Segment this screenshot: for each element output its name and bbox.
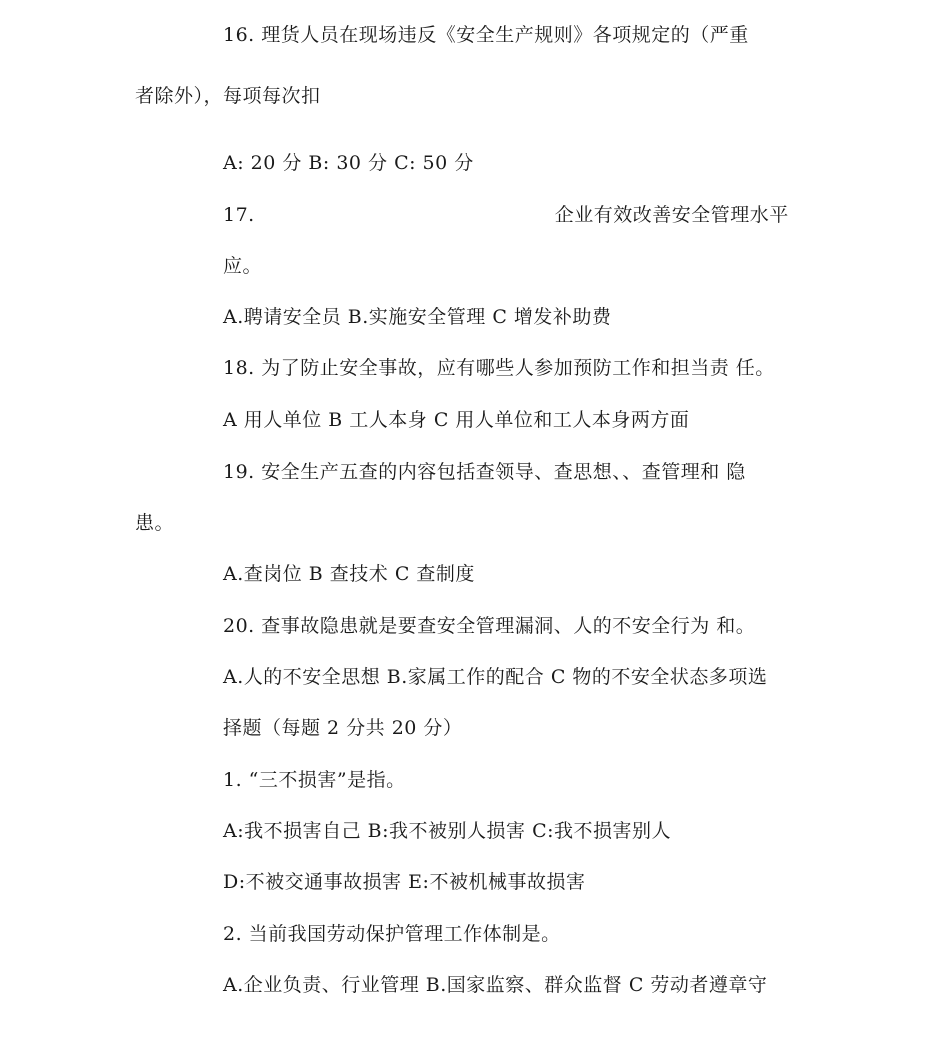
q17-num-label: 17. — [223, 204, 255, 226]
mq1-options-2: D:不被交通事故损害 E:不被机械事故损害 — [223, 871, 586, 893]
q19-options: A.查岗位 B 查技术 C 查制度 — [223, 563, 475, 585]
q17-text-cont: 应。 — [223, 255, 263, 277]
q20-options: A.人的不安全思想 B.家属工作的配合 C 物的不安全状态多项选 — [223, 666, 768, 688]
q19-text: 19. 安全生产五查的内容包括查领导、查思想、、查管理和 隐 — [223, 461, 746, 483]
section-heading-multi-choice: 择题（每题 2 分共 20 分） — [223, 717, 463, 739]
q16-options: A: 20 分 B: 30 分 C: 50 分 — [223, 152, 474, 174]
q20-text: 20. 查事故隐患就是要查安全管理漏洞、人的不安全行为 和。 — [223, 615, 756, 637]
q16-text-cont: 者除外），每项每次扣 — [135, 85, 321, 107]
q17-text: 企业有效改善安全管理水平 — [554, 204, 789, 226]
q19-text-cont: 患。 — [135, 512, 175, 534]
q17-options: A.聘请安全员 B.实施安全管理 C 增发补助费 — [223, 306, 612, 328]
q17-number — [223, 203, 789, 227]
mq1-options-1: A:我不损害自己 B:我不被别人损害 C:我不损害别人 — [223, 820, 672, 842]
mq1-text: 1. “三不损害”是指。 — [223, 769, 406, 791]
q16-text: 16. 理货人员在现场违反《安全生产规则》各项规定的（严重 — [223, 24, 749, 46]
q18-text: 18. 为了防止安全事故，应有哪些人参加预防工作和担当责 任。 — [223, 357, 775, 379]
mq2-text: 2. 当前我国劳动保护管理工作体制是。 — [223, 923, 561, 945]
mq2-options: A.企业负责、行业管理 B.国家监察、群众监督 C 劳动者遵章守 — [223, 974, 768, 996]
q18-options: A 用人单位 B 工人本身 C 用人单位和工人本身两方面 — [223, 409, 690, 431]
